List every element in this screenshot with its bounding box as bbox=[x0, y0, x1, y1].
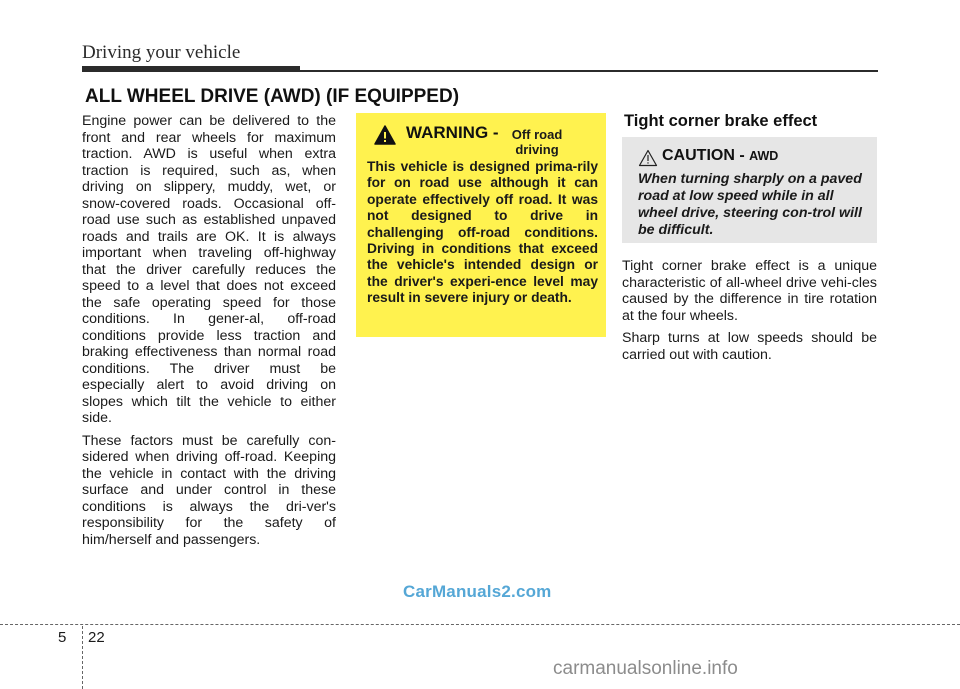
caution-label: CAUTION - AWD bbox=[662, 147, 779, 164]
page-title: ALL WHEEL DRIVE (AWD) (IF EQUIPPED) bbox=[85, 86, 460, 107]
caution-body: When turning sharply on a paved road at low speed while in all wheel drive, steering con-trol will be difficult. bbox=[638, 171, 862, 238]
warning-triangle-icon bbox=[374, 125, 396, 145]
left-column bbox=[82, 113, 336, 554]
footer-rule bbox=[0, 624, 960, 625]
paragraph: Tight corner brake effect is a unique characteristic of all-wheel drive vehi-cles caused by the difference in tire rotation at the four wheels. bbox=[622, 258, 877, 324]
warning-subtitle: Off road driving bbox=[511, 127, 563, 157]
page-number: 22 bbox=[88, 629, 105, 646]
watermark-link[interactable]: CarManuals2.com bbox=[403, 582, 552, 601]
warning-header bbox=[367, 123, 598, 159]
warning-label: WARNING - bbox=[406, 123, 499, 142]
right-column bbox=[622, 258, 877, 369]
chapter-number: 5 bbox=[58, 629, 67, 646]
caution-triangle-icon bbox=[638, 149, 658, 167]
warning-box bbox=[356, 113, 606, 337]
section-header: Driving your vehicle bbox=[82, 42, 241, 63]
caution-header bbox=[638, 145, 867, 171]
footer-divider bbox=[82, 626, 83, 689]
section-heading: Tight corner brake effect bbox=[624, 112, 818, 130]
header-rule-thin bbox=[300, 70, 878, 72]
warning-body: This vehicle is designed prima-rily for on road use although it can operate effectively off road. It was not designed to drive in challenging off-road conditions. Driving in conditions that exceed the vehicle's intended design or the driver's experi-ence level may result in severe injury or death. bbox=[367, 159, 598, 306]
paragraph: Engine power can be delivered to the front and rear wheels for maximum traction. AWD is useful when extra traction is required, such as, when driving on slippery, muddy, wet, or snow-covered roads. Occasional off-road use such as established unpaved roads and trails are OK. It is always important when traveling off-highway that the driver carefully reduces the speed to a level that does not exceed the safe operating speed for those conditions. In gener-al, off-road conditions provide less traction and braking effectiveness than normal road conditions. The driver must be especially alert to avoid driving on slopes which tilt the vehicle to either side. bbox=[82, 113, 336, 426]
paragraph: These factors must be carefully con-sidered when driving off-road. Keeping the vehicle in contact with the driving surface and under control in these conditions is always the dri-ver's responsibility for the safety of him/herself and passengers. bbox=[82, 432, 336, 548]
caution-box bbox=[622, 137, 877, 243]
caution-subtitle: AWD bbox=[749, 149, 779, 163]
header-rule-thick bbox=[82, 66, 300, 72]
paragraph: Sharp turns at low speeds should be carried out with caution. bbox=[622, 330, 877, 363]
site-footer-link[interactable]: carmanualsonline.info bbox=[553, 658, 738, 679]
